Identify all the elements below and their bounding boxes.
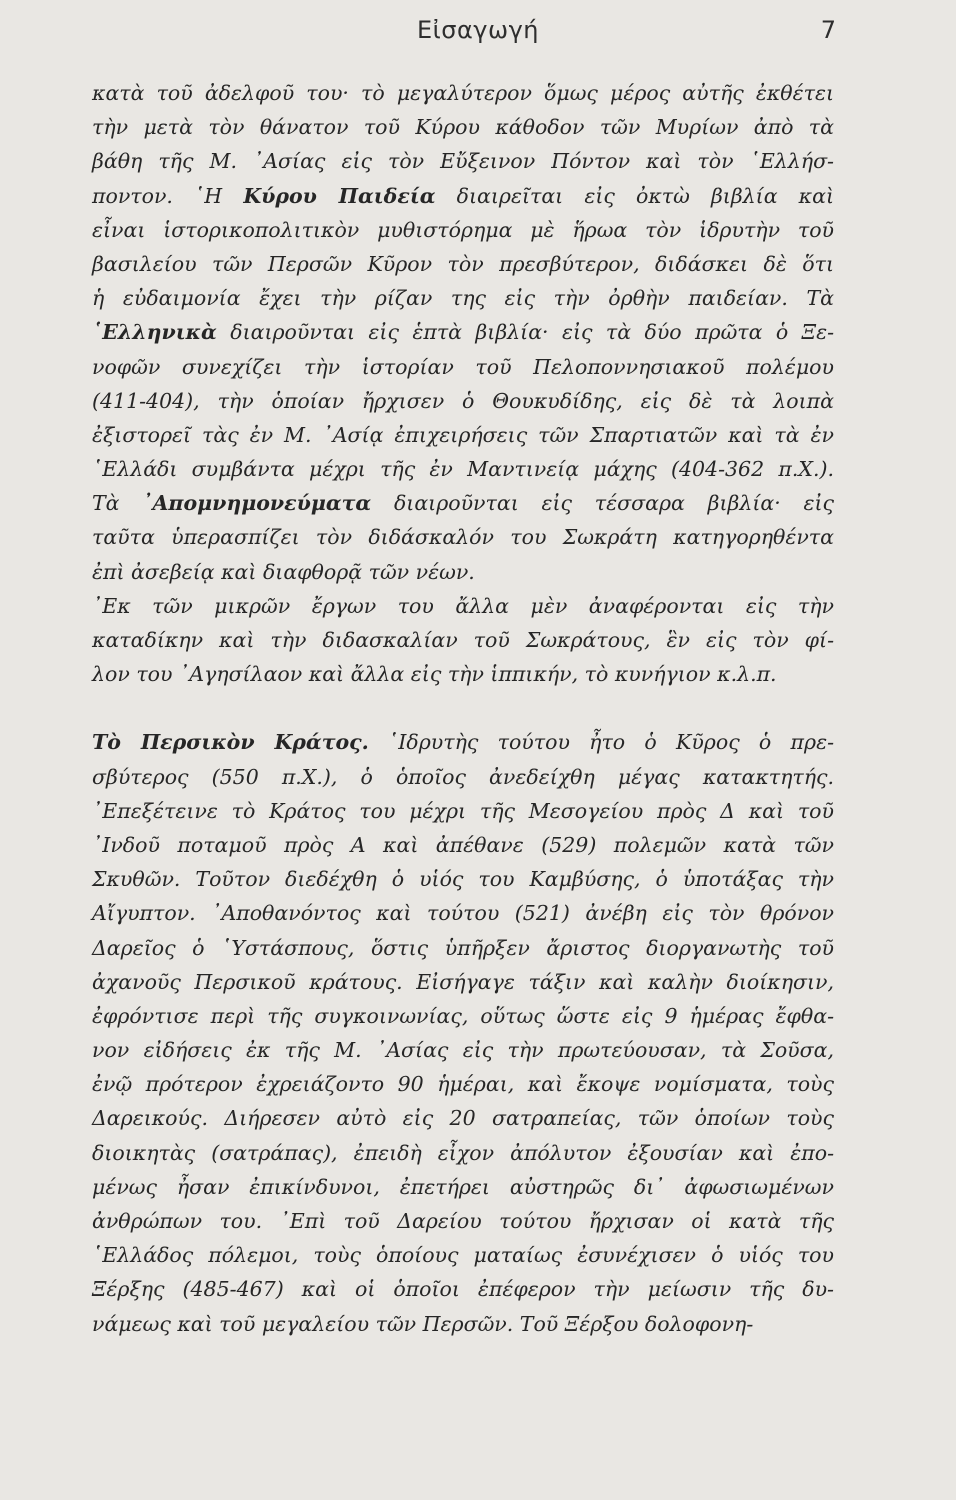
text-line <box>92 76 834 110</box>
text-segment: Σκυθῶν. Τοῦτον διεδέχθη ὁ υἱός του Καμβύσης, ὁ ὑποτάξας τὴν <box>92 867 834 892</box>
text-segment: διαιροῦνται εἰς τέσσαρα βιβλία· εἰς <box>371 491 834 516</box>
text-line <box>92 657 834 691</box>
text-segment: Ξέρξης (485-467) καὶ οἱ ὁποῖοι ἐπέφερον τὴν μείωσιν τῆς δυ- <box>92 1277 834 1302</box>
text-line <box>92 213 834 247</box>
text-segment: Δαρεικούς. Διήρεσεν αὐτὸ εἰς 20 σατραπείας, τῶν ὁποίων τοὺς <box>92 1106 834 1131</box>
text-line <box>92 999 834 1033</box>
text-segment: τὴν μετὰ τὸν θάνατον τοῦ Κύρου κάθοδον τῶν Μυρίων ἀπὸ τὰ <box>92 115 834 140</box>
text-line <box>92 179 834 213</box>
text-segment: ἐνῷ πρότερον ἐχρειάζοντο 90 ἡμέραι, καὶ ἔκοψε νομίσματα, τοὺς <box>92 1072 834 1097</box>
text-line <box>92 828 834 862</box>
text-segment: ᾿Επεξέτεινε τὸ Κράτος του μέχρι τῆς Μεσογείου πρὸς Δ καὶ τοῦ <box>92 798 834 823</box>
text-line <box>92 110 834 144</box>
text-segment: ἀχανοῦς Περσικοῦ κράτους. Εἰσήγαγε τάξιν καὶ καλὴν διοίκησιν, <box>92 969 834 994</box>
text-line <box>92 965 834 999</box>
text-segment: Αἴγυπτον. ᾿Αποθανόντος καὶ τούτου (521) ἀνέβη εἰς τὸν θρόνον <box>92 901 834 926</box>
text-segment: ἐπὶ ἀσεβείᾳ καὶ διαφθορᾷ τῶν νέων. <box>92 559 475 584</box>
text-segment: ῾Ιδρυτὴς τούτου ἦτο ὁ Κῦρος ὁ πρε- <box>368 730 834 755</box>
text-line <box>92 1272 834 1306</box>
text-segment: ἐφρόντισε περὶ τῆς συγκοινωνίας, οὕτως ὥστε εἰς 9 ἡμέρας ἔφθα- <box>92 1003 834 1028</box>
text-segment: ποντον. ῾Η <box>92 183 244 208</box>
text-line <box>92 1136 834 1170</box>
text-line <box>92 144 834 178</box>
text-line <box>92 794 834 828</box>
text-line <box>92 931 834 965</box>
text-line <box>92 418 834 452</box>
text-segment: ἡ εὐδαιμονία ἔχει τὴν ρίζαν της εἰς τὴν ὀρθὴν παιδείαν. Τὰ <box>92 286 834 311</box>
text-line <box>92 896 834 930</box>
text-line <box>92 760 834 794</box>
text-line <box>92 1033 834 1067</box>
text-line <box>92 1204 834 1238</box>
text-segment: ταῦτα ὑπερασπίζει τὸν διδάσκαλόν του Σωκράτη κατηγορηθέντα <box>92 525 834 550</box>
text-segment: κατὰ τοῦ ἀδελφοῦ του· τὸ μεγαλύτερον ὅμως μέρος αὐτῆς ἐκθέτει <box>92 81 834 105</box>
text-segment: (411-404), τὴν ὁποίαν ἤρχισεν ὁ Θουκυδίδης, εἰς δὲ τὰ λοιπὰ <box>92 388 834 413</box>
text-segment: ᾿Εκ τῶν μικρῶν ἔργων του ἄλλα μὲν ἀναφέρονται εἰς τὴν <box>92 593 834 618</box>
text-line <box>92 862 834 896</box>
text-segment: διαιρεῖται εἰς ὀκτὼ βιβλία καὶ <box>435 183 834 208</box>
text-segment: νάμεως καὶ τοῦ μεγαλείου τῶν Περσῶν. Τοῦ Ξέρξου δολοφονη- <box>92 1311 754 1336</box>
text-line <box>92 1067 834 1101</box>
bold-term: ᾿Απομνημονεύματα <box>142 491 372 516</box>
text-segment: νοφῶν συνεχίζει τὴν ἱστορίαν τοῦ Πελοποννησιακοῦ πολέμου <box>92 354 834 379</box>
page-number: 7 <box>820 16 836 44</box>
section-gap <box>92 691 834 725</box>
text-line <box>92 486 834 520</box>
text-line <box>92 315 834 349</box>
text-line <box>92 623 834 657</box>
text-line <box>92 384 834 418</box>
running-title: Εἰσαγωγή <box>416 16 540 44</box>
text-segment: μένως ἦσαν ἐπικίνδυνοι, ἐπετήρει αὐστηρῶς δι᾿ ἀφωσιωμένων <box>92 1174 834 1199</box>
text-segment: Δαρεῖος ὁ ῾Υστάσπους, ὅστις ὑπῆρξεν ἄριστος διοργανωτὴς τοῦ <box>92 935 834 960</box>
text-segment: διοικητὰς (σατράπας), ἐπειδὴ εἶχον ἀπόλυτον ἐξουσίαν καὶ ἐπο- <box>92 1140 834 1165</box>
text-segment: νον εἰδήσεις ἐκ τῆς Μ. ᾿Ασίας εἰς τὴν πρωτεύουσαν, τὰ Σοῦσα, <box>92 1038 834 1063</box>
text-segment: ἀνθρώπων του. ᾿Επὶ τοῦ Δαρείου τούτου ἤρχισαν οἱ κατὰ τῆς <box>92 1209 834 1233</box>
text-line <box>92 350 834 384</box>
bold-term: Τὸ Περσικὸν Κράτος. <box>92 730 369 755</box>
text-line <box>92 281 834 315</box>
text-line <box>92 247 834 281</box>
text-segment: βάθη τῆς Μ. ᾿Ασίας εἰς τὸν Εὔξεινον Πόντον καὶ τὸν ῾Ελλήσ- <box>92 149 834 174</box>
bold-term: ῾Ελληνικὰ <box>92 320 217 345</box>
bold-term: Κύρου Παιδεία <box>243 183 436 208</box>
text-segment: ἐξιστορεῖ τὰς ἐν Μ. ᾿Ασίᾳ ἐπιχειρήσεις τῶν Σπαρτιατῶν καὶ τὰ ἐν <box>92 422 834 447</box>
text-segment: καταδίκην καὶ τὴν διδασκαλίαν τοῦ Σωκράτους, ἓν εἰς τὸν φί- <box>92 628 834 652</box>
text-line <box>92 452 834 486</box>
text-line <box>92 520 834 554</box>
text-segment: διαιροῦνται εἰς ἑπτὰ βιβλία· εἰς τὰ δύο πρῶτα ὁ Ξε- <box>216 320 834 345</box>
text-line <box>92 555 834 589</box>
text-segment: ᾿Ινδοῦ ποταμοῦ πρὸς Α καὶ ἀπέθανε (529) πολεμῶν κατὰ τῶν <box>92 832 834 857</box>
text-segment: βασιλείου τῶν Περσῶν Κῦρον τὸν πρεσβύτερον, διδάσκει δὲ ὅτι <box>92 251 834 276</box>
body-text <box>92 76 834 1341</box>
text-line <box>92 1307 834 1341</box>
text-segment: εἶναι ἱστορικοπολιτικὸν μυθιστόρημα μὲ ἥρωα τὸν ἱδρυτὴν τοῦ <box>92 217 834 242</box>
text-line <box>92 725 834 759</box>
text-segment: λον του ᾿Αγησίλαον καὶ ἄλλα εἰς τὴν ἱππικήν, τὸ κυνήγιον κ.λ.π. <box>92 662 777 687</box>
text-line <box>92 1101 834 1135</box>
text-segment: ῾Ελλάδος πόλεμοι, τοὺς ὁποίους ματαίως ἐσυνέχισεν ὁ υἱός του <box>92 1243 834 1268</box>
text-line <box>92 1170 834 1204</box>
page-header <box>0 16 956 56</box>
text-line <box>92 1238 834 1272</box>
text-segment: ῾Ελλάδι συμβάντα μέχρι τῆς ἐν Μαντινείᾳ μάχης (404-362 π.Χ.). <box>92 457 834 482</box>
text-segment: Τὰ <box>92 491 143 516</box>
text-line <box>92 589 834 623</box>
text-segment: σβύτερος (550 π.Χ.), ὁ ὁποῖος ἀνεδείχθη μέγας κατακτητής. <box>92 764 834 789</box>
